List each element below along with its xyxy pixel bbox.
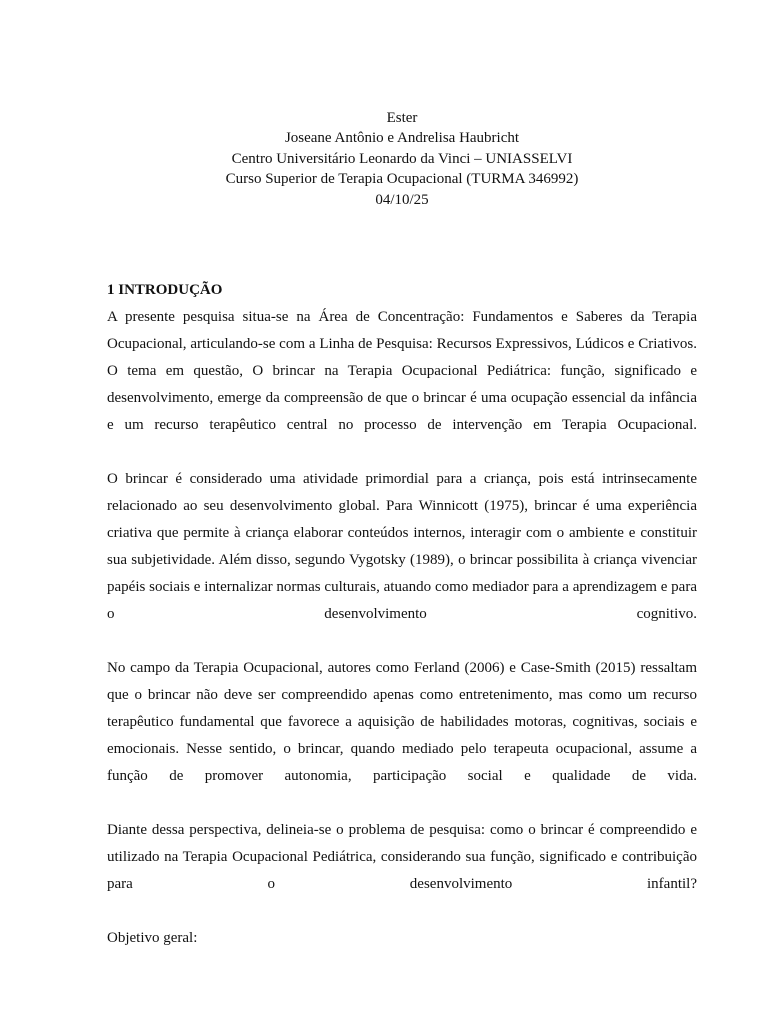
- paragraph-2: O brincar é considerado uma atividade primordial para a criança, pois está intrinsecamente relacionado ao seu desenvolvimento global. Para Winnicott (1975), brincar é uma experiência criativa que permite à criança elaborar conteúdos internos, interagir com o ambiente e constituir sua subjetividade. Além disso, segundo Vygotsky (1989), o brincar possibilita à criança vivenciar papéis sociais e internalizar normas culturais, atuando como mediador para a aprendizagem e para o desenvolvimento cognitivo.: [107, 471, 697, 623]
- document-header: [107, 108, 697, 210]
- header-line-name: Ester: [386, 110, 418, 126]
- header-line-authors: Joseane Antônio e Andrelisa Haubricht: [284, 130, 520, 147]
- header-line-date: 04/10/25: [375, 191, 429, 208]
- document-page: [107, 108, 697, 952]
- paragraph-1: A presente pesquisa situa-se na Área de Concentração: Fundamentos e Saberes da Terapia Ocupacional, articulando-se com a Linha de Pesquisa: Recursos Expressivos, Lúdicos e Criativos. O tema em questão, O brincar na Terapia Ocupacional Pediátrica: função, significado e desenvolvimento, emerge da compreensão de que o brincar é uma ocupação essencial da infância e um recurso terapêutico central no processo de intervenção em Terapia Ocupacional.: [107, 309, 697, 434]
- paragraph-3: No campo da Terapia Ocupacional, autores como Ferland (2006) e Case-Smith (2015) ressaltam que o brincar não deve ser compreendido apenas como entretenimento, mas como um recurso terapêutico fundamental que favorece a aquisição de habilidades motoras, cognitivas, sociais e emocionais. Nesse sentido, o brincar, quando mediado pelo terapeuta ocupacional, assume a função de promover autonomia, participação social e qualidade de vida.: [107, 660, 697, 785]
- section-title: 1 INTRODUÇÃO: [107, 282, 223, 299]
- header-line-institution: Centro Universitário Leonardo da Vinci – UNIASSELVI: [231, 150, 573, 167]
- header-line-course: Curso Superior de Terapia Ocupacional (TURMA 346992): [225, 171, 579, 188]
- objective-label: Objetivo geral:: [107, 930, 198, 947]
- paragraph-4: Diante dessa perspectiva, delineia-se o problema de pesquisa: como o brincar é compreendido e utilizado na Terapia Ocupacional Pediátrica, considerando sua função, significado e contribuição para o desenvolvimento infantil?: [107, 822, 697, 893]
